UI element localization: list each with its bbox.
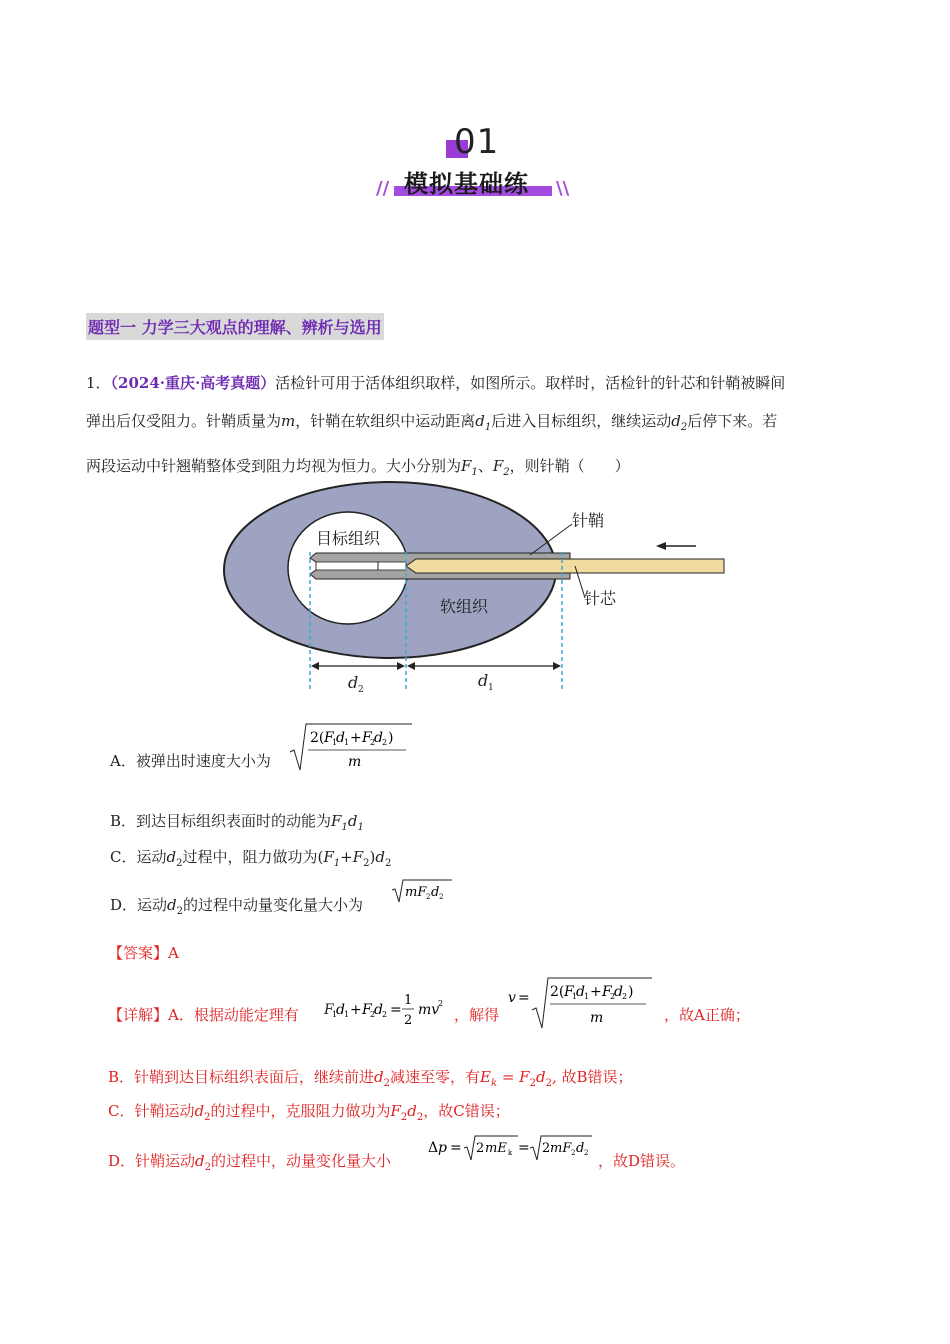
- svg-text:=: =: [518, 990, 530, 1006]
- question-text: [86, 364, 876, 492]
- svg-text:d: d: [614, 984, 623, 1000]
- question-line-2: 弹出后仅受阻力。针鞘质量为m，针鞘在软组织中运动距离$d_1$后进入目标组织，继续运动$d_2$后停下来。若: [86, 412, 778, 433]
- page-title: 模拟基础练: [404, 170, 529, 198]
- question-source: （2024·重庆·高考真题）: [110, 374, 276, 392]
- section-title: 题型一 力学三大观点的理解、辨析与选用: [86, 313, 384, 340]
- svg-text:m: m: [590, 1010, 604, 1026]
- answer-detail-a: 【详解】A．根据动能定理有: [108, 1006, 299, 1024]
- svg-text:v: v: [508, 990, 516, 1006]
- option-a[interactable]: A．被弹出时速度大小为: [110, 752, 271, 770]
- svg-text:2: 2: [439, 893, 444, 901]
- svg-text:1: 1: [488, 683, 494, 693]
- svg-text:d: d: [336, 730, 345, 746]
- svg-text:2: 2: [426, 893, 431, 901]
- energy-equation: [322, 990, 452, 1034]
- answer-label: 【答案】A: [108, 944, 179, 962]
- svg-text:+: +: [350, 1002, 362, 1018]
- svg-text:1: 1: [344, 738, 350, 747]
- svg-text:F: F: [564, 984, 574, 1000]
- svg-text:1: 1: [332, 1010, 338, 1019]
- svg-text:=: =: [390, 1002, 402, 1018]
- svg-text:F: F: [362, 730, 372, 746]
- svg-text:d: d: [431, 885, 440, 900]
- option-d[interactable]: D．运动$d_2$的过程中动量变化量大小为: [110, 896, 364, 917]
- svg-text:2: 2: [358, 685, 364, 695]
- label-soft-tissue: 软组织: [440, 597, 489, 616]
- label-target-tissue: 目标组织: [316, 529, 381, 548]
- svg-text:F: F: [362, 1002, 372, 1018]
- svg-text:d: d: [576, 1141, 585, 1156]
- svg-text:F: F: [324, 730, 334, 746]
- option-b[interactable]: B．到达目标组织表面时的动能为$F_1d_1$: [110, 812, 364, 833]
- svg-text:F: F: [324, 1002, 334, 1018]
- left-decoration: //: [376, 178, 390, 199]
- svg-text:d: d: [336, 1002, 345, 1018]
- svg-text:2(: 2(: [310, 730, 325, 746]
- label-d1: d: [478, 671, 489, 690]
- answer-b: B．针鞘到达目标组织表面后，继续前进$d_2$减速至零，有$E_k = F_2d_2$, 故B错误；: [108, 1068, 633, 1089]
- right-decoration: \\: [556, 178, 570, 199]
- svg-text:mF: mF: [550, 1141, 572, 1156]
- option-a-formula: [288, 720, 418, 778]
- label-core: 针芯: [584, 589, 617, 608]
- svg-text:): ): [388, 730, 394, 746]
- momentum-formula: [426, 1132, 596, 1168]
- svg-text:=: =: [518, 1140, 530, 1156]
- svg-text:2(: 2(: [550, 984, 565, 1000]
- biopsy-needle-figure: [220, 480, 730, 700]
- svg-text:+: +: [590, 984, 602, 1000]
- svg-text:+: +: [350, 730, 362, 746]
- answer-c: C．针鞘运动$d_2$的过程中，克服阻力做功为$F_2d_2$，故C错误；: [108, 1102, 510, 1123]
- option-d-formula: [390, 878, 454, 910]
- svg-text:mF: mF: [405, 885, 427, 900]
- svg-text:2: 2: [370, 738, 376, 747]
- svg-text:): ): [628, 984, 634, 1000]
- answer-detail-end: ，故A正确；: [664, 1006, 750, 1024]
- answer-d-end: ，故D错误。: [598, 1152, 686, 1170]
- svg-text:2: 2: [382, 1010, 388, 1019]
- svg-text:k: k: [508, 1149, 513, 1157]
- svg-text:2: 2: [610, 992, 616, 1001]
- svg-text:2: 2: [584, 1149, 589, 1157]
- svg-text:2: 2: [571, 1149, 576, 1157]
- answer-detail-mid: ，解得: [454, 1006, 500, 1024]
- answer-d: D．针鞘运动$d_2$的过程中，动量变化量大小: [108, 1152, 392, 1173]
- svg-text:2: 2: [382, 738, 388, 747]
- svg-text:mv: mv: [418, 1002, 440, 1018]
- svg-text:2: 2: [542, 1141, 551, 1156]
- label-d2: d: [348, 673, 359, 692]
- svg-text:2: 2: [438, 999, 444, 1008]
- label-sheath: 针鞘: [572, 511, 605, 530]
- svg-text:F: F: [602, 984, 612, 1000]
- header-number: 01: [454, 122, 500, 162]
- svg-text:1: 1: [572, 992, 578, 1001]
- svg-text:2: 2: [404, 1013, 413, 1028]
- svg-text:=: =: [450, 1140, 462, 1156]
- svg-text:1: 1: [404, 993, 413, 1008]
- svg-text:d: d: [576, 984, 585, 1000]
- svg-text:2: 2: [370, 1010, 376, 1019]
- svg-text:d: d: [374, 730, 383, 746]
- svg-text:2: 2: [622, 992, 628, 1001]
- svg-text:mE: mE: [485, 1141, 507, 1156]
- svg-text:m: m: [348, 754, 362, 770]
- needle-core: [406, 559, 724, 573]
- svg-text:1: 1: [332, 738, 338, 747]
- question-line-3: 两段运动中针翘鞘整体受到阻力均视为恒力。大小分别为$F_1$、$F_2$，则针鞘（ ）: [86, 457, 630, 478]
- question-line-1: 1．（2024·重庆·高考真题）活检针可用于活体组织取样，如图所示。取样时，活检针的针芯和针鞘被瞬间: [86, 374, 786, 392]
- option-c[interactable]: C．运动$d_2$过程中，阻力做功为$(F_1+F_2)d_2$: [110, 848, 392, 869]
- svg-text:d: d: [374, 1002, 383, 1018]
- svg-text:2: 2: [476, 1141, 485, 1156]
- svg-text:p: p: [438, 1140, 447, 1156]
- svg-text:1: 1: [584, 992, 590, 1001]
- svg-text:1: 1: [344, 1010, 350, 1019]
- velocity-formula: [506, 974, 656, 1034]
- svg-text:Δ: Δ: [428, 1140, 439, 1156]
